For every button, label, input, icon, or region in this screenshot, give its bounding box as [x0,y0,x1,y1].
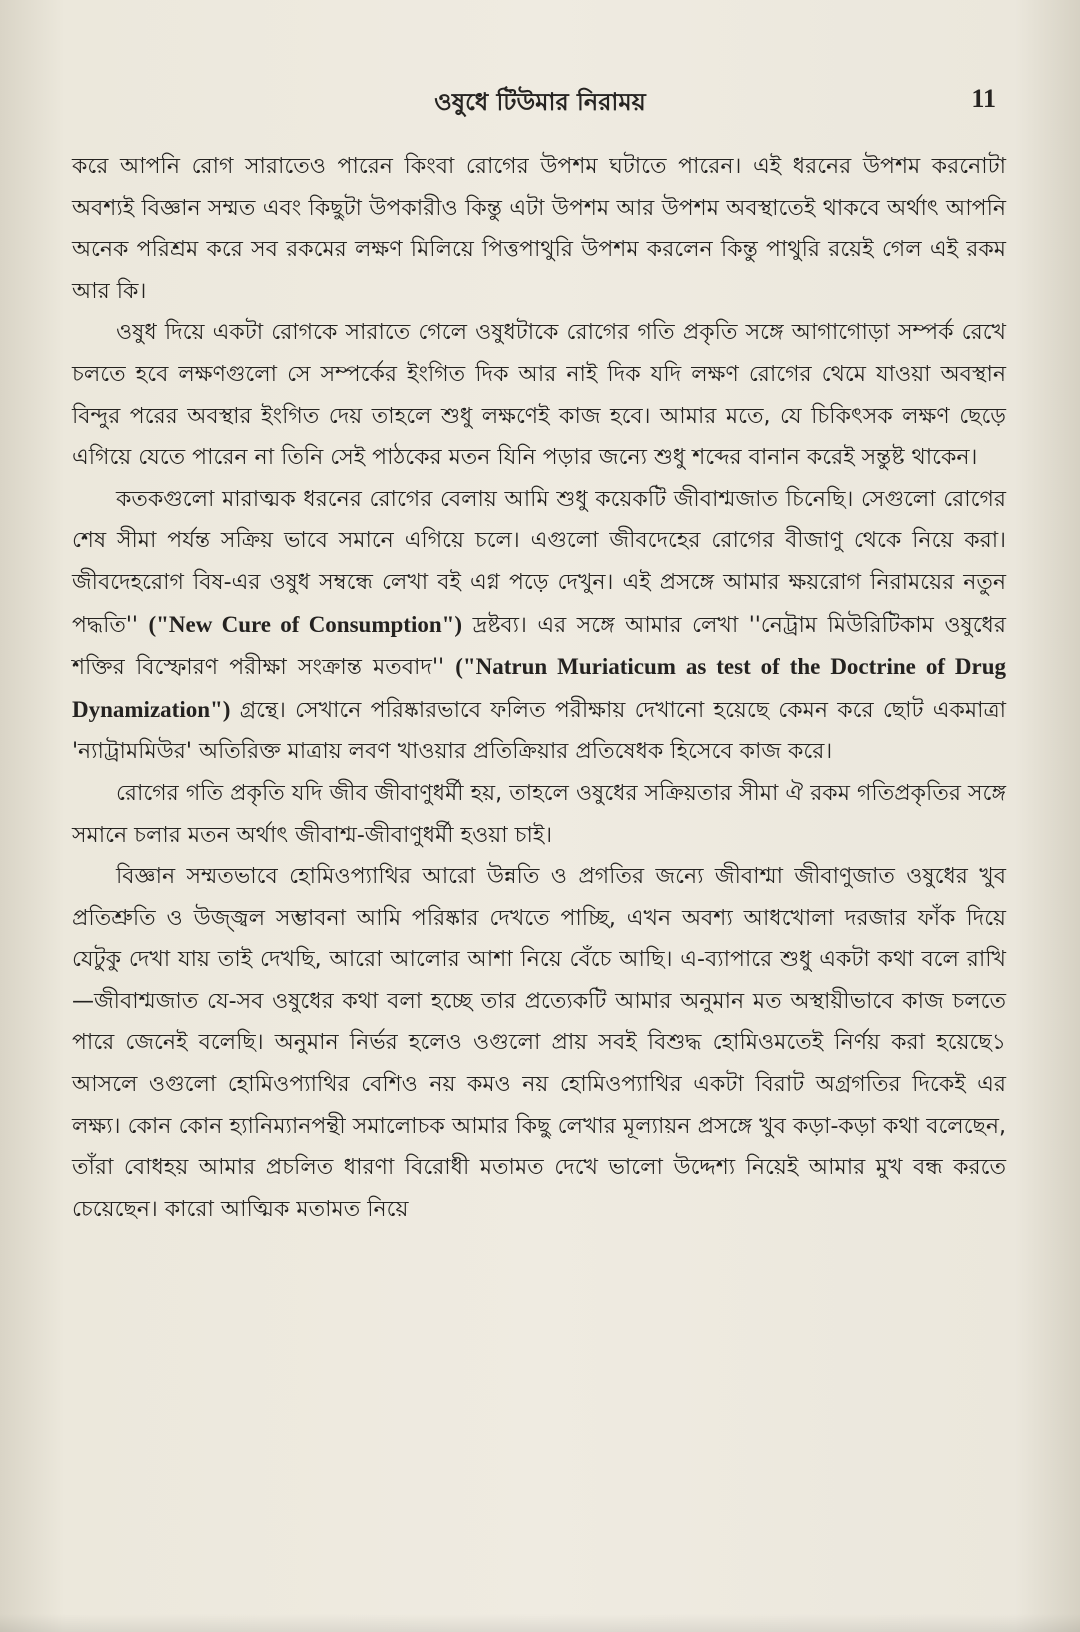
paragraph-1: করে আপনি রোগ সারাতেও পারেন কিংবা রোগের উপশম ঘটাতে পারেন। এই ধরনের উপশম করনোটা অবশ্যই বিজ্ঞান সম্মত এবং কিছুটা উপকারীও কিন্তু এটা উপশম আর উপশম অবস্থাতেই থাকবে অর্থাৎ আপনি অনেক পরিশ্রম করে সব রকমের লক্ষণ মিলিয়ে পিত্তপাথুরি উপশম করলেন কিন্তু পাথুরি রয়েই গেল এই রকম আর কি। [72,154,1006,304]
paragraph-4: রোগের গতি প্রকৃতি যদি জীব জীবাণুধর্মী হয়, তাহলে ওষুধের সক্রিয়তার সীমা ঐ রকম গতিপ্রকৃতির সঙ্গে সমানে চলার মতন অর্থাৎ জীবাশ্ম-জীবাণুধর্মী হওয়া চাই। [72,780,1006,848]
paragraph-3 [72,479,1006,773]
running-title: ওষুধে টিউমার নিরাময় [434,88,646,116]
paragraph-5: বিজ্ঞান সম্মতভাবে হোমিওপ্যাথির আরো উন্নতি ও প্রগতির জন্যে জীবাশ্মা জীবাণুজাত ওষুধের খুব প্রতিশ্রুতি ও উজ্জ্বল সম্ভাবনা আমি পরিষ্কার দেখতে পাচ্ছি, এখন অবশ্য আধখোলা দরজার ফাঁক দিয়ে যেটুকু দেখা যায় তাই দেখছি, আরো আলোর আশা নিয়ে বেঁচে আছি। এ-ব্যাপারে শুধু একটা কথা বলে রাখি—জীবাশ্মজাত যে-সব ওষুধের কথা বলা হচ্ছে তার প্রত্যেকটি আমার অনুমান মত অস্থায়ীভাবে কাজ চলতে পারে জেনেই বলেছি। অনুমান নির্ভর হলেও ওগুলো প্রায় সবই বিশুদ্ধ হোমিওমতেই নির্ণয় করা হয়েছে১ আসলে ওগুলো হোমিওপ্যাথির বেশিও নয় কমও নয় হোমিওপ্যাথির একটা বিরাট অগ্রগতির দিকেই এর লক্ষ্য। কোন কোন হ্যানিম্যানপন্থী সমালোচক আমার কিছু লেখার মূল্যায়ন প্রসঙ্গে খুব কড়া-কড়া কথা বলেছেন, তাঁরা বোধহয় আমার প্রচলিত ধারণা বিরোধী মতামত দেখে ভালো উদ্দেশ্য নিয়েই আমার মুখ বন্ধ করতে চেয়েছেন। কারো আত্মিক মতামত নিয়ে [72,864,1006,1222]
page-edge-shadow [0,1614,1080,1632]
page-header [0,84,1080,124]
english-title-natrum: ("Natrun Muriaticum as test of the Doctrine of Drug Dynamization") [72,654,1007,722]
body-text [72,146,1006,1230]
paragraph-3-text-3: গ্রন্থে। সেখানে পরিষ্কারভাবে ফলিত পরীক্ষায় দেখানো হয়েছে কেমন করে ছোট একমাত্রা 'ন্যাট্রামমিউর' অতিরিক্ত মাত্রায় লবণ খাওয়ার প্রতিক্রিয়ার প্রতিষেধক হিসেবে কাজ করে। [72,697,1006,765]
english-title-new-cure: ("New Cure of Consumption") [148,611,463,637]
paragraph-3-text-1: কতকগুলো মারাত্মক ধরনের রোগের বেলায় আমি শুধু কয়েকটি জীবাশ্মজাত চিনেছি। সেগুলো রোগের শেষ সীমা পর্যন্ত সক্রিয় ভাবে সমানে এগিয়ে চলে। এগুলো জীবদেহের রোগের বীজাণু থেকে নিয়ে করা। জীবদেহরোগ বিষ-এর ওষুধ সম্বন্ধে লেখা বই এগ্ন পড়ে দেখুন। এই প্রসঙ্গে আমার ক্ষয়রোগ নিরাময়ের নতুন পদ্ধতি'' [72,486,1006,638]
paragraph-3-text-2: দ্রষ্টব্য। এর সঙ্গে আমার লেখা ''নেট্রাম মিউরিটিকাম ওষুধের শক্তির বিস্ফোরণ পরীক্ষা সংক্রান্ত মতবাদ'' [72,612,1006,681]
paragraph-2: ওষুধ দিয়ে একটা রোগকে সারাতে গেলে ওষুধটাকে রোগের গতি প্রকৃতি সঙ্গে আগাগোড়া সম্পর্ক রেখে চলতে হবে লক্ষণগুলো সে সম্পর্কের ইংগিত দিক আর নাই দিক যদি লক্ষণ রোগের থেমে যাওয়া অবস্থান বিন্দুর পরের অবস্থার ইংগিত দেয় তাহলে শুধু লক্ষণেই কাজ হবে। আমার মতে, যে চিকিৎসক লক্ষণ ছেড়ে এগিয়ে যেতে পারেন না তিনি সেই পাঠকের মতন যিনি পড়ার জন্যে শুধু শব্দের বানান করেই সন্তুষ্ট থাকেন। [72,320,1006,471]
page-number: 11 [971,84,996,113]
